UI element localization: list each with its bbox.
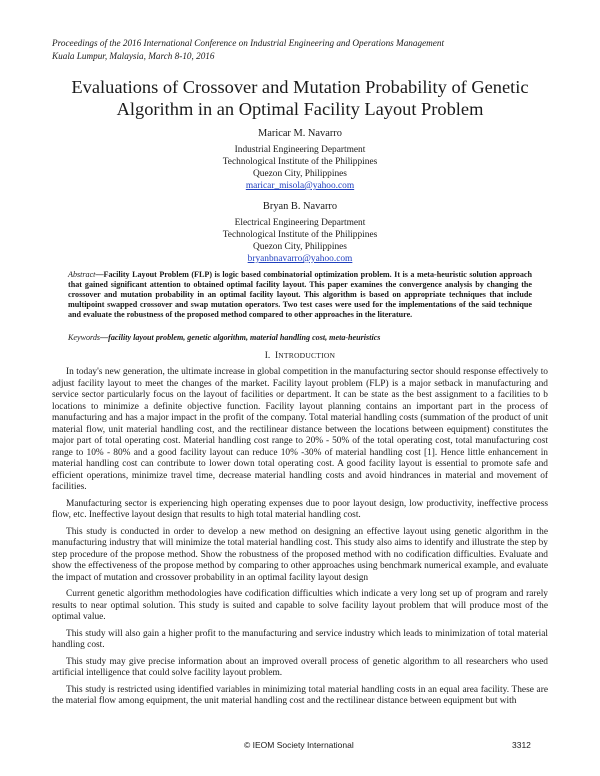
author-location: Quezon City, Philippines <box>253 242 347 252</box>
section-heading <box>0 350 600 362</box>
section-title-rest: NTRODUCTION <box>278 351 336 360</box>
author-block-2 <box>150 201 450 265</box>
author-email-link[interactable]: bryanbnavarro@yahoo.com <box>247 254 353 264</box>
header-line-2: Kuala Lumpur, Malaysia, March 8-10, 2016 <box>52 51 215 61</box>
title-line-1: Evaluations of Crossover and Mutation Probability of Genetic <box>71 77 529 97</box>
author-name: Bryan B. Navarro <box>262 201 338 212</box>
section-initial: I <box>275 351 279 361</box>
paper-title <box>30 76 570 120</box>
footer-society: © IEOM Society International <box>244 740 354 750</box>
conference-header <box>52 37 444 63</box>
author-name: Maricar M. Navarro <box>258 128 342 139</box>
paragraph: This study is conducted in order to develop a new method on designing an effective layout using genetic algorithm in the manufacturing industry that will minimize the total material handling cost. This study also aims to identify and illustrate the step by step procedure of the propose method. Show the robustness of the proposed method with no codification difficulties. Evaluate and show the effectiveness of the propose method by comparing to other approaches using benchmark numerical example, and evaluate the impact of mutation and crossover probability in an optimal facility layout design <box>52 526 548 583</box>
paragraph: Current genetic algorithm methodologies have codification difficulties which indicate a very long set up of program and rarely results to near optimal solution. This study is suited and capable to solve facility layout problem that will produce most of the optimal value. <box>52 589 548 622</box>
author-institution: Technological Institute of the Philippines <box>222 157 378 167</box>
paragraph: Manufacturing sector is experiencing high operating expenses due to poor layout design, low productivity, ineffective process flow, etc. Ineffective layout design that results to high total material handling cost. <box>52 498 548 520</box>
keywords-label: Keywords <box>68 333 101 342</box>
paragraph: In today's new generation, the ultimate increase in global competition in the manufacturing sector should response effectively to adjust facility layout to meet the changes of the market. Facility layout problem (FLP) is a major setback in manufacturing and service sector particularly focus on the layout of facilities or department. It can be state as the best assignment to a facilities to b locations to minimize a definite objective function. Facility layout planning contains an important part in the process of manufacturing and has a major impact in the profit of the company. Total material handling costs (summation of the product of unit material flow, unit material handling cost, and the rectilinear distance between the locations between equipment) constitutes the major part of total operating cost. Material handling cost range to 20% - 50% of the total operating cost, total manufacturing cost range to 10% - 80% and a good facility layout can reduce 10% -30% of material handling cost [1]. Hence little enhancement in material handling cost can contribute to lower down total operating cost. A good facility layout is essential to promote safe and efficient operations, minimize travel time, decrease material handling costs and avoid hindrances in material and movement of facilities. <box>52 367 548 492</box>
body-text <box>52 367 548 713</box>
paragraph: This study will also gain a higher profit to the manufacturing and service industry which leads to minimization of total material handling cost. <box>52 628 548 650</box>
author-block-1 <box>150 128 450 192</box>
abstract-label: Abstract <box>68 270 96 279</box>
paragraph: This study may give precise information about an improved overall process of genetic algorithm to all researchers who used artificial intelligence that could solve facility layout problem. <box>52 656 548 678</box>
paragraph: This study is restricted using identified variables in minimizing total material handling costs in an equal area facility. These are the material flow among equipment, the unit material handling cost and the rectilinear distance between equipment but with <box>52 684 548 706</box>
abstract <box>68 270 532 320</box>
author-department: Industrial Engineering Department <box>234 145 366 155</box>
author-institution: Technological Institute of the Philippines <box>222 230 378 240</box>
author-location: Quezon City, Philippines <box>253 169 347 179</box>
keywords-text: —facility layout problem, genetic algorithm, material handling cost, meta-heuristics <box>100 333 381 342</box>
title-line-2: Algorithm in an Optimal Facility Layout Problem <box>116 99 484 119</box>
abstract-text: —Facility Layout Problem (FLP) is logic based combinatorial optimization problem. It is a meta-heuristic solution approach that gained significant attention to obtained optimal facility layout. This paper examines the convergence analysis by changing the crossover and mutation probability in an optimal facility layout. This algorithm is based on appropriate techniques that include multipoint swapped crossover and swap mutation operators. Two test cases were used for the implementations of the said technique and evaluate the robustness of the proposed method compared to other approaches in the literature. <box>68 270 532 319</box>
author-department: Electrical Engineering Department <box>234 218 366 228</box>
keywords <box>68 333 532 343</box>
header-line-1: Proceedings of the 2016 International Conference on Industrial Engineering and Operations Management <box>52 38 445 48</box>
author-email-link[interactable]: maricar_misola@yahoo.com <box>245 181 355 191</box>
section-number: I. <box>264 351 271 361</box>
page-number: 3312 <box>512 740 531 750</box>
